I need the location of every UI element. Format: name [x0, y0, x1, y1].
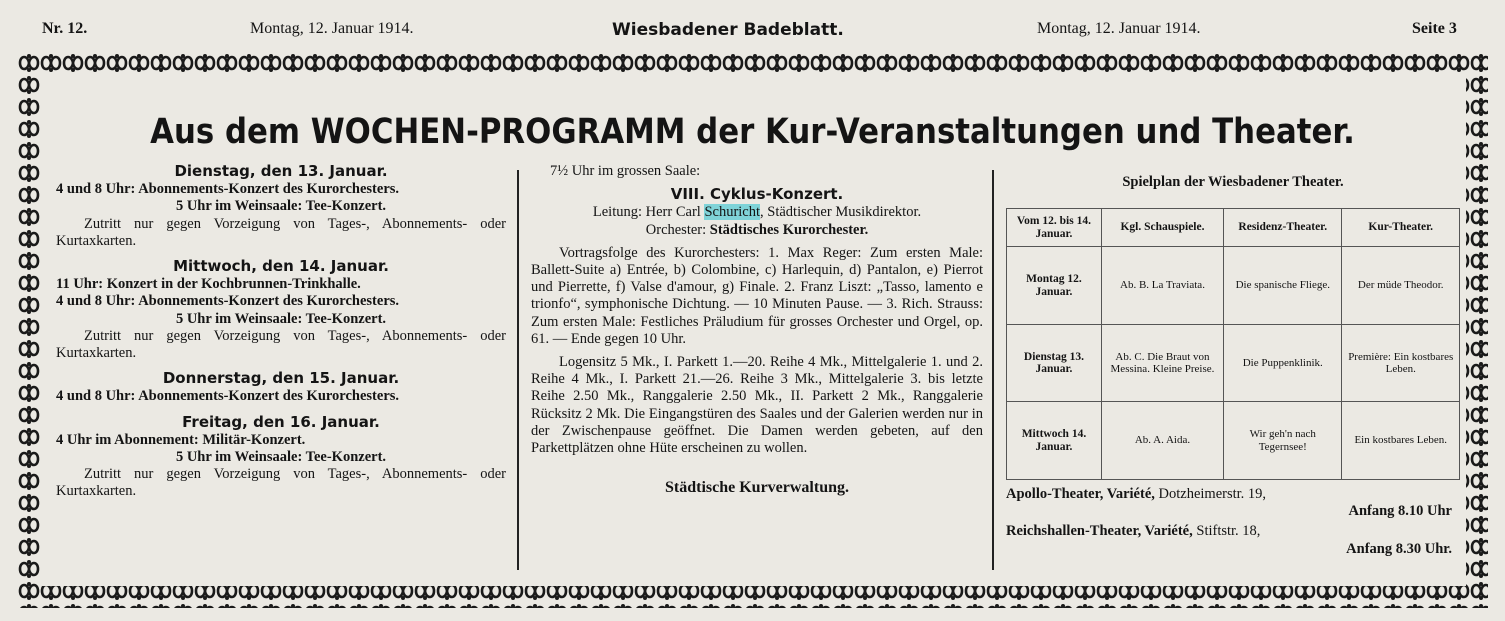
- day-heading-wednesday: Mittwoch, den 14. Januar.: [173, 257, 389, 276]
- table-cell: Ab. B. La Traviata.: [1101, 247, 1223, 325]
- wednesday-line-3: 5 Uhr im Weinsaale: Tee-Konzert.: [175, 310, 387, 327]
- day-heading-friday: Freitag, den 16. Januar.: [182, 412, 380, 431]
- table-cell: Ein kostbares Leben.: [1342, 402, 1460, 480]
- table-cell: Wir geh'n nach Tegernsee!: [1224, 402, 1342, 480]
- table-header: Residenz-Theater.: [1224, 209, 1342, 247]
- wednesday-line-4: Zutritt nur gegen Vorzeigung von Tages-, Abonnements- oder Kurtaxkarten.: [56, 327, 506, 362]
- signature: Städtische Kurverwaltung.: [665, 479, 849, 497]
- table-header: Vom 12. bis 14. Januar.: [1007, 209, 1102, 247]
- left-column: [56, 163, 506, 501]
- table-row: [1007, 402, 1460, 480]
- tuesday-line-3: Zutritt nur gegen Vorzeigung von Tages-, Abonnements- oder Kurtaxkarten.: [56, 215, 506, 249]
- table-cell-day: Dienstag 13. Januar.: [1007, 325, 1102, 402]
- main-title: Aus dem WOCHEN-PROGRAMM der Kur-Veranstaltungen und Theater.: [150, 112, 1355, 152]
- table-cell: Die Puppenklinik.: [1224, 325, 1342, 402]
- table-header: Kgl. Schauspiele.: [1101, 209, 1223, 247]
- column-rule-right: [992, 170, 994, 570]
- table-row: [1007, 325, 1460, 402]
- table-cell: Première: Ein kostbares Leben.: [1342, 325, 1460, 402]
- tuesday-line-2: 5 Uhr im Weinsaale: Tee-Konzert.: [175, 198, 387, 215]
- tuesday-line-1: 4 und 8 Uhr: Abonnements-Konzert des Kurorchesters.: [56, 181, 400, 198]
- orchestra-line: Orchester: Städtisches Kurorchester.: [645, 221, 869, 238]
- friday-line-2: 5 Uhr im Weinsaale: Tee-Konzert.: [175, 449, 387, 466]
- variety-listings: [1006, 486, 1452, 558]
- table-header: Kur-Theater.: [1342, 209, 1460, 247]
- newspaper-title: Wiesbadener Badeblatt.: [612, 20, 844, 40]
- friday-line-3: Zutritt nur gegen Vorzeigung von Tages-, Abonnements- oder Kurtaxkarten.: [56, 466, 506, 500]
- reichshallen-start: Anfang 8.30 Uhr.: [1346, 540, 1452, 557]
- thursday-line-1: 4 und 8 Uhr: Abonnements-Konzert des Kurorchesters.: [56, 388, 400, 405]
- theater-heading: Spielplan der Wiesbadener Theater.: [1122, 174, 1344, 190]
- table-cell: Ab. A. Aida.: [1101, 402, 1223, 480]
- page-number: Seite 3: [1412, 20, 1457, 37]
- program-text: Vortragsfolge des Kurorchesters: 1. Max Reger: Zum ersten Male: Ballett-Suite a) Entrée, b) Colombine, c) Harlequin, d) Pantalon, e) Pierrot und Pierrette, f) Valse d'amour, g) Finale. 2. Franz Liszt: „Tasso, lamento e trionfo“, symphonische Dichtung. — 10 Minuten Pause. — 3. Rich. Strauss: Zum ersten Male: Festliches Präludium für grosses Orchester und Orgel, op. 61. — Ende gegen 10 Uhr.: [531, 244, 983, 347]
- table-cell: Die spanische Fliege.: [1224, 247, 1342, 325]
- header-date-right: Montag, 12. Januar 1914.: [1037, 20, 1201, 37]
- wednesday-line-2: 4 und 8 Uhr: Abonnements-Konzert des Kurorchesters.: [56, 293, 400, 310]
- table-cell-day: Mittwoch 14. Januar.: [1007, 402, 1102, 480]
- reichshallen-theater: Reichshallen-Theater, Variété, Stiftstr. 18,: [1006, 523, 1261, 540]
- concert-time: 7½ Uhr im grossen Saale:: [550, 163, 701, 179]
- column-rule-left: [517, 170, 519, 570]
- issue-number: Nr. 12.: [42, 20, 88, 37]
- table-cell: Ab. C. Die Braut von Messina. Kleine Preise.: [1101, 325, 1223, 402]
- concert-title: VIII. Cyklus-Konzert.: [670, 185, 844, 204]
- table-row: [1007, 247, 1460, 325]
- header-date-left: Montag, 12. Januar 1914.: [250, 20, 414, 37]
- theater-schedule-table: [1006, 208, 1460, 480]
- middle-column: [531, 163, 983, 496]
- wednesday-line-1: 11 Uhr: Konzert in der Kochbrunnen-Trinkhalle.: [56, 276, 361, 293]
- apollo-start: Anfang 8.10 Uhr: [1348, 503, 1452, 520]
- conductor-line: Leitung: Herr Carl Schuricht, Städtischer Musikdirektor.: [592, 204, 922, 221]
- day-heading-tuesday: Dienstag, den 13. Januar.: [174, 162, 388, 180]
- table-cell-day: Montag 12. Januar.: [1007, 247, 1102, 325]
- friday-line-1: 4 Uhr im Abonnement: Militär-Konzert.: [56, 431, 306, 448]
- conductor-name: Schuricht: [704, 204, 761, 221]
- day-heading-thursday: Donnerstag, den 15. Januar.: [162, 369, 400, 388]
- price-text: Logensitz 5 Mk., I. Parkett 1.—20. Reihe 4 Mk., Mittelgalerie 1. und 2. Reihe 4 Mk., I. Parkett 21.—26. Reihe 3 Mk., Mittelgalerie 3. bis letzte Reihe 2.50 Mk., Ranggalerie 2.50 Mk., II. Parkett 2 Mk., Ranggalerie Rücksitz 2 Mk. Die Eingangstüren des Saales und der Galerien werden nur in der Zwischenpause geöffnet. Die Damen werden gebeten, auf den Parkettplätzen ohne Hüte erscheinen zu wollen.: [531, 354, 983, 457]
- apollo-theater: Apollo-Theater, Variété, Dotzheimerstr. 19,: [1006, 486, 1267, 502]
- table-cell: Der müde Theodor.: [1342, 247, 1460, 325]
